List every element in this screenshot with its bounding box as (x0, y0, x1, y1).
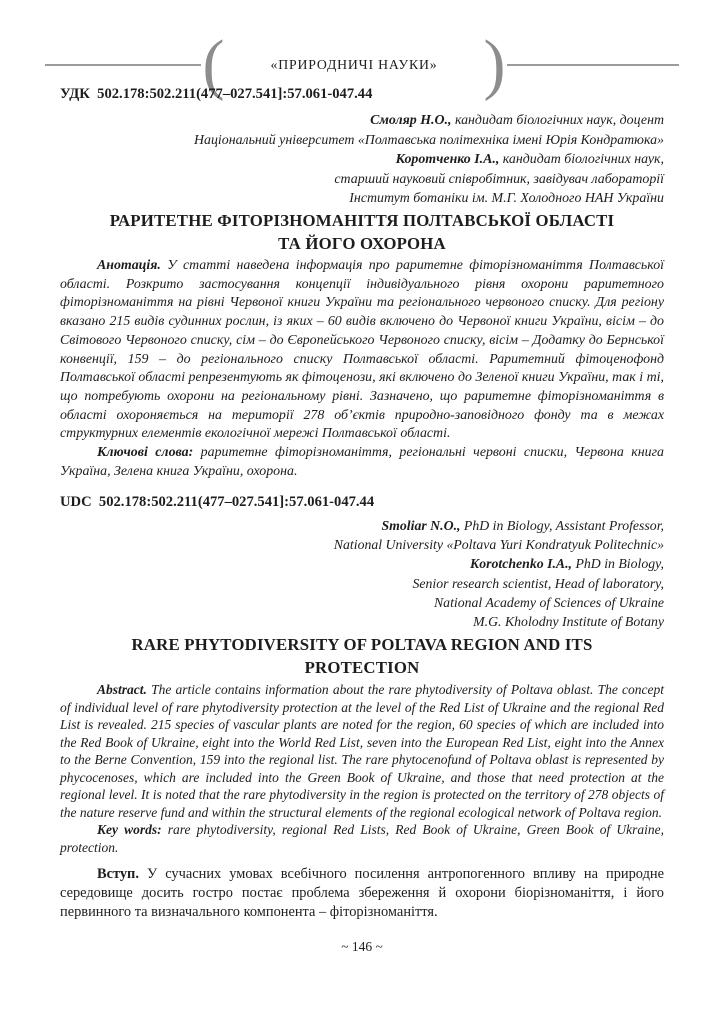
author-line (60, 516, 664, 535)
intro-paragraph (60, 865, 664, 923)
udc-code: UDC 502.178:502.211(477–027.541]:57.061-047.44 (60, 494, 375, 510)
author-line (60, 554, 664, 573)
page-number: ~ 146 ~ (341, 939, 383, 954)
abstract-ua (60, 257, 664, 444)
udk-code: УДК 502.178:502.211(477–027.541]:57.061-047.44 (60, 86, 373, 102)
abstract-text-en: The article contains information about the rare phytodiversity of Poltava oblast. The concept of individual level of rare phytodiversity protection at the level of the Red List of Ukraine and the regional Red List is revealed. 215 species of vascular plants are noted for the region, 60 species of which are included into the Red Book of Ukraine, eight into the World Red List, seven into the European Red List, eight into the Annex to the Berne Convention, 159 into the regional list. The rare phytocenofund of Poltava oblast is represented by phycocenoses, which are included into the Green Book of Ukraine, and those that need protection at the regional level. It is noted that the rare phytodiversity in the region is protected on the territory of 278 objects of the nature reserve fund and within the structural elements of the regional ecological network of Poltava region. (60, 682, 665, 820)
abstract-label-ua: Анотація. (97, 258, 161, 273)
author-line (60, 150, 664, 170)
article-title-ua (60, 210, 664, 255)
abstract-block-en (60, 681, 664, 923)
author-info: старший науковий співробітник, завідувач лабораторії (334, 171, 664, 187)
keywords-label-ua: Ключові слова: (97, 445, 194, 461)
intro-text: У сучасних умовах всебічного посилення антропогенного впливу на природне середовище досить гостро постає проблема збереження й охорони біорізноманіття, і його первинного та визначального компонента – фіторізноманіття. (60, 866, 664, 921)
author-info: PhD in Biology, (572, 556, 664, 572)
author-line (60, 189, 664, 209)
author-info: кандидат біологічних наук, доцент (451, 113, 664, 128)
author-info: PhD in Biology, Assistant Professor, (460, 518, 664, 533)
authors-block-ua (60, 111, 664, 209)
title-line: RARE PHYTODIVERSITY OF POLTAVA REGION AND ITS (131, 635, 593, 654)
author-name: Korotchenko I.A., (470, 556, 573, 572)
author-info: M.G. Kholodny Institute of Botany (473, 614, 664, 630)
author-info: Senior research scientist, Head of laboratory, (412, 575, 664, 591)
keywords-text-en: rare phytodiversity, regional Red Lists, Red Book of Ukraine, Green Book of Ukraine, protection. (60, 822, 664, 855)
header-rule-right (507, 64, 679, 66)
header-rule-left (45, 64, 201, 66)
abstract-label-en: Abstract. (97, 682, 147, 697)
author-line (60, 612, 664, 631)
author-info: National Academy of Sciences of Ukraine (433, 594, 664, 610)
author-name: Smoliar N.O., (381, 518, 461, 533)
authors-block-en (60, 516, 664, 631)
author-name: Смоляр Н.О., (370, 113, 452, 128)
title-line: ТА ЙОГО ОХОРОНА (278, 233, 446, 253)
author-info: Національний університет «Полтавська політехніка імені Юрія Кондратюка» (193, 132, 664, 148)
keywords-text-ua: раритетне фіторізноманіття, регіональні червоні списки, Червона книга Україна, Зелена книга України, охорона. (60, 445, 664, 479)
keywords-en (60, 821, 664, 856)
author-info: кандидат біологічних наук, (499, 152, 664, 168)
abstract-en (60, 681, 664, 821)
author-line (60, 535, 664, 554)
article-title-en (60, 634, 664, 679)
author-line (60, 170, 664, 190)
section-rubric: «ПРИРОДНИЧІ НАУКИ» (270, 57, 438, 72)
author-line (60, 111, 664, 131)
keywords-ua (60, 444, 664, 481)
author-info: National University «Poltava Yuri Kondratyuk Politechnic» (333, 537, 664, 553)
abstract-text-ua: У статті наведена інформація про раритетне фіторізноманіття Полтавської області. Розкрито застосування концепції індивідуального рівня охорони раритетного фіторізноманіття на рівні Червоної книги України та регіонального червоного списку. Для регіону вказано 215 видів судинних рослин, із яких – 60 видів включено до Червоної книги України, вісім – до Світового Червоного списку, сім – до Європейського Червоного списку, вісім – Додатку до Бернської конвенції, 159 – до регіонального списку Полтавської області. Раритетний фітоценофонд Полтавської області репрезентують як фітоценози, які включено до Зеленої книги України, так і ті, що потребують охорони на регіональному рівні. Зазначено, що раритетне фіторізноманіття в області охороняється на території 278 об’єктів природно-заповідного фонду та в межах структурних елементів екологічної мережі Полтавської області. (60, 258, 664, 442)
abstract-block-ua (60, 257, 664, 481)
keywords-label-en: Key words: (97, 822, 162, 837)
intro-label: Вступ. (97, 866, 139, 882)
author-line (60, 574, 664, 593)
left-bracket-icon: ( (202, 27, 225, 102)
author-line (60, 131, 664, 151)
author-name: Коротченко І.А., (395, 152, 500, 168)
author-info: Інститут ботаніки ім. М.Г. Холодного НАН України (349, 191, 664, 207)
title-line: PROTECTION (304, 657, 420, 677)
right-bracket-icon: ) (483, 27, 506, 102)
title-line: РАРИТЕТНЕ ФІТОРІЗНОМАНІТТЯ ПОЛТАВСЬКОЇ ОБЛАСТІ (109, 211, 615, 230)
author-line (60, 593, 664, 612)
